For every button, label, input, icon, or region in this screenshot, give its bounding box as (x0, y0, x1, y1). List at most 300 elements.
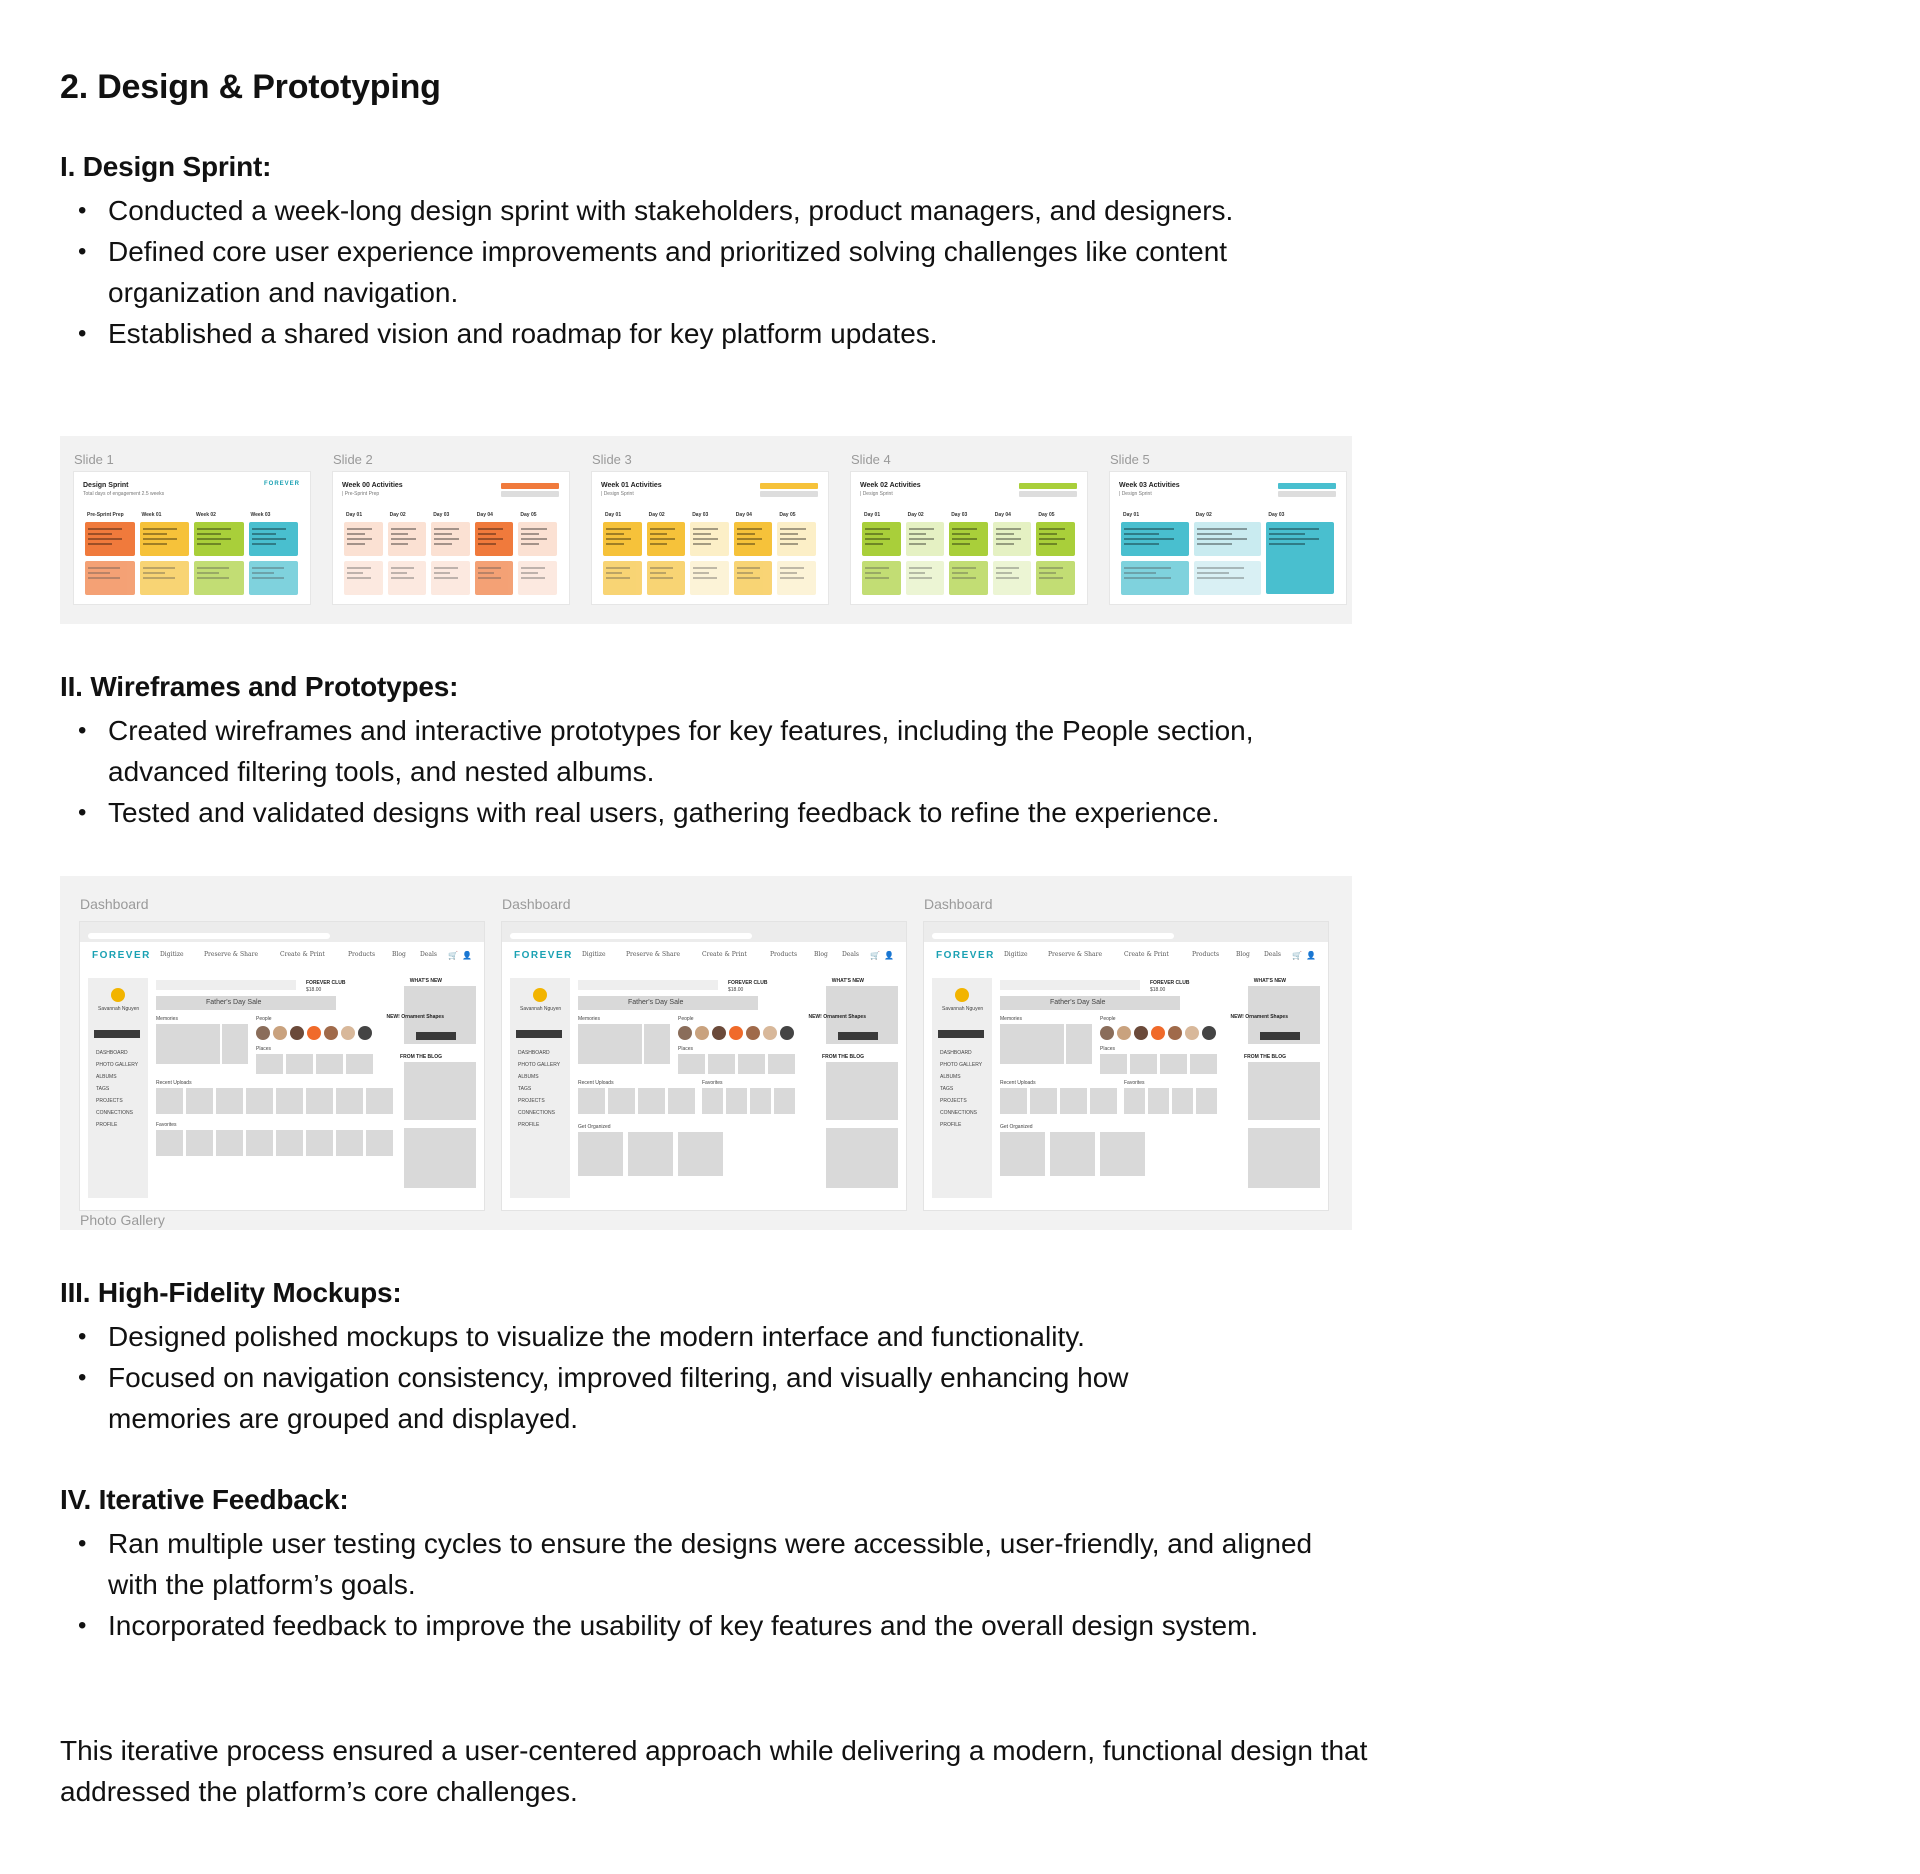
favorite-tile (774, 1088, 795, 1114)
person-avatar (273, 1026, 287, 1040)
legend-swatch (1019, 491, 1077, 497)
person-avatar (1117, 1026, 1131, 1040)
person-avatar (1168, 1026, 1182, 1040)
avatar (955, 988, 969, 1002)
note-text (865, 567, 889, 569)
slide-label: Slide 1 (74, 452, 114, 467)
note-text (1197, 543, 1232, 545)
nav-link: Products (348, 951, 376, 958)
note-text (143, 577, 175, 579)
sidebar-link: DASHBOARD (518, 1050, 550, 1056)
note-text (143, 567, 175, 569)
sidebar-link: PHOTO GALLERY (518, 1062, 561, 1068)
memories-tile (644, 1024, 670, 1064)
slide-subtitle: | Design Sprint (601, 491, 634, 497)
person-avatar (307, 1026, 321, 1040)
note-text (952, 543, 970, 545)
user-icon: 👤 (884, 951, 894, 960)
place-tile (1100, 1054, 1127, 1074)
note-text (197, 538, 231, 540)
note-text (693, 533, 711, 535)
note-text (865, 533, 883, 535)
wireframes-image (60, 876, 1352, 1230)
note-text (88, 533, 112, 535)
column-heading: Day 03 (951, 512, 968, 518)
column-heading: Pre-Sprint Prep (87, 512, 124, 518)
favorite-tile (186, 1130, 213, 1156)
favorite-tile (1124, 1088, 1145, 1114)
section-label-people: People (256, 1016, 272, 1022)
add-storage-button (516, 1030, 562, 1038)
sticky-note (777, 561, 816, 595)
sticky-note (734, 561, 773, 595)
column-heading: Week 03 (250, 512, 271, 518)
note-text (197, 572, 219, 574)
search-input (156, 980, 296, 990)
person-avatar (341, 1026, 355, 1040)
from-blog-label: FROM THE BLOG (400, 1054, 442, 1060)
place-tile (346, 1054, 373, 1074)
note-text (478, 538, 503, 540)
note-text (737, 567, 761, 569)
note-text (143, 528, 177, 530)
note-text (478, 572, 494, 574)
section-label-memories: Memories (156, 1016, 178, 1022)
slide-label: Slide 4 (851, 452, 891, 467)
upload-tile (186, 1088, 213, 1114)
section-heading-feedback: IV. Iterative Feedback: (60, 1484, 349, 1515)
sticky-note (906, 561, 945, 595)
person-avatar (763, 1026, 777, 1040)
note-text (650, 572, 666, 574)
slide-title: Week 03 Activities (1119, 482, 1180, 489)
cart-icon: 🛒 (1292, 951, 1302, 960)
nav-link: Create & Print (702, 951, 747, 958)
avatar (533, 988, 547, 1002)
note-text (478, 533, 496, 535)
note-text (909, 572, 925, 574)
user-icon: 👤 (462, 951, 472, 960)
note-text (1197, 528, 1247, 530)
nav-link: Products (770, 951, 798, 958)
nav-link: Deals (1264, 951, 1281, 958)
person-avatar (1185, 1026, 1199, 1040)
list-item: • Designed polished mockups to visualize the modern interface and functionality. (60, 1316, 1240, 1357)
note-text (650, 577, 674, 579)
section-label-people: People (1100, 1016, 1116, 1022)
note-text (434, 528, 459, 530)
sidebar-link: CONNECTIONS (518, 1110, 555, 1116)
note-text (252, 567, 284, 569)
nav-link: Preserve & Share (626, 951, 681, 958)
person-avatar (358, 1026, 372, 1040)
sidebar-link: PROJECTS (96, 1098, 123, 1104)
section-heading-wireframes: II. Wireframes and Prototypes: (60, 671, 459, 702)
note-text (952, 572, 968, 574)
note-text (478, 543, 496, 545)
from-blog-label: FROM THE BLOG (822, 1054, 864, 1060)
place-tile (678, 1054, 705, 1074)
slide-thumbnail (1110, 472, 1346, 604)
column-heading: Day 02 (1195, 512, 1212, 518)
sidebar (88, 978, 148, 1198)
forever-club-price: $18.00 (306, 987, 322, 993)
nav-link: Digitize (1004, 951, 1028, 958)
note-text (1197, 538, 1247, 540)
nav-link: Blog (1236, 951, 1250, 958)
wireframe-label: Dashboard (502, 896, 571, 912)
place-tile (286, 1054, 313, 1074)
forever-club-label: FOREVER CLUB (728, 980, 768, 986)
sidebar-link: TAGS (96, 1086, 110, 1092)
note-text (606, 533, 624, 535)
note-text (909, 567, 933, 569)
upload-tile (578, 1088, 605, 1114)
note-text (1039, 567, 1063, 569)
column-heading: Day 04 (735, 512, 752, 518)
sticky-note (140, 561, 190, 595)
sticky-note (431, 561, 470, 595)
note-text (197, 567, 229, 569)
favorite-tile (306, 1130, 333, 1156)
blog-card (404, 1128, 476, 1188)
person-avatar (1134, 1026, 1148, 1040)
place-tile (256, 1054, 283, 1074)
note-text (996, 528, 1021, 530)
place-tile (1190, 1054, 1217, 1074)
memories-tile (222, 1024, 248, 1064)
favorite-tile (1172, 1088, 1193, 1114)
promo-title: NEW! Ornament Shapes (386, 1014, 444, 1020)
sale-banner-text: Father's Day Sale (628, 999, 684, 1006)
legend-swatch (501, 483, 559, 489)
note-text (865, 543, 883, 545)
person-avatar (712, 1026, 726, 1040)
note-text (1039, 538, 1064, 540)
note-text (952, 528, 977, 530)
note-text (88, 543, 112, 545)
upload-tile (366, 1088, 393, 1114)
note-text (478, 528, 503, 530)
organize-tile (628, 1132, 673, 1176)
sidebar-link: CONNECTIONS (940, 1110, 977, 1116)
note-text (650, 528, 675, 530)
note-text (391, 543, 409, 545)
note-text (434, 572, 450, 574)
note-text (391, 572, 407, 574)
note-text (347, 567, 371, 569)
sidebar-link: PROFILE (940, 1122, 962, 1128)
sticky-note (475, 561, 514, 595)
section-label-places: Places (678, 1046, 694, 1052)
upload-tile (1090, 1088, 1117, 1114)
sidebar-user-name: Savannah Nguyen (942, 1006, 984, 1012)
page-title: 2. Design & Prototyping (60, 68, 441, 106)
sprint-slides-image (60, 436, 1352, 624)
section-label-places: Places (256, 1046, 272, 1052)
slide-thumbnail (592, 472, 828, 604)
note-text (780, 538, 805, 540)
note-text (391, 567, 415, 569)
place-tile (316, 1054, 343, 1074)
note-text (88, 577, 120, 579)
note-text (347, 528, 372, 530)
note-text (391, 577, 415, 579)
section-label-get-organized: Get Organized (1000, 1124, 1033, 1130)
note-text (434, 577, 458, 579)
person-avatar (1151, 1026, 1165, 1040)
note-text (434, 538, 459, 540)
note-text (693, 572, 709, 574)
memories-tile (1000, 1024, 1064, 1064)
blog-card (826, 1128, 898, 1188)
note-text (1039, 572, 1055, 574)
mockups-list (60, 1316, 1240, 1439)
note-text (521, 533, 539, 535)
note-text (347, 572, 363, 574)
sticky-note (344, 561, 383, 595)
favorite-tile (366, 1130, 393, 1156)
forever-club-label: FOREVER CLUB (1150, 980, 1190, 986)
note-text (606, 528, 631, 530)
sticky-note (1036, 561, 1075, 595)
note-text (1039, 533, 1057, 535)
sticky-note (194, 522, 244, 556)
note-text (1269, 538, 1319, 540)
nav-link: Preserve & Share (204, 951, 259, 958)
note-text (780, 543, 798, 545)
person-avatar (324, 1026, 338, 1040)
sticky-note (603, 522, 642, 556)
sidebar (932, 978, 992, 1198)
nav-link: Digitize (582, 951, 606, 958)
sticky-note (249, 522, 299, 556)
forever-logo: FOREVER (263, 481, 300, 487)
column-heading: Day 01 (346, 512, 363, 518)
note-text (996, 538, 1021, 540)
sticky-note (431, 522, 470, 556)
legend-swatch (1278, 483, 1336, 489)
person-avatar (1100, 1026, 1114, 1040)
forever-club-label: FOREVER CLUB (306, 980, 346, 986)
sticky-note (475, 522, 514, 556)
column-heading: Day 05 (520, 512, 537, 518)
nav-link: Products (1192, 951, 1220, 958)
note-text (88, 567, 120, 569)
note-text (1197, 567, 1244, 569)
slide-subtitle: | Design Sprint (1119, 491, 1152, 497)
browser-url-bar (510, 933, 752, 939)
upload-tile (608, 1088, 635, 1114)
browser-url-bar (88, 933, 330, 939)
list-item: • Established a shared vision and roadmap for key platform updates. (60, 313, 1240, 354)
memories-tile (578, 1024, 642, 1064)
column-heading: Day 01 (605, 512, 622, 518)
note-text (996, 543, 1014, 545)
nav-link: Deals (420, 951, 437, 958)
forever-logo: FOREVER (92, 950, 151, 961)
organize-tile (678, 1132, 723, 1176)
upload-tile (1030, 1088, 1057, 1114)
upload-tile (336, 1088, 363, 1114)
column-heading: Day 04 (476, 512, 493, 518)
note-text (606, 538, 631, 540)
column-heading: Day 02 (389, 512, 406, 518)
note-text (606, 567, 630, 569)
note-text (650, 543, 668, 545)
sticky-note (1036, 522, 1075, 556)
search-input (1000, 980, 1140, 990)
browser-chrome (80, 922, 484, 942)
note-text (434, 533, 452, 535)
note-text (1197, 572, 1229, 574)
note-text (1269, 533, 1304, 535)
nav-link: Preserve & Share (1048, 951, 1103, 958)
slide-subtitle: | Design Sprint (860, 491, 893, 497)
sticky-note (647, 522, 686, 556)
sidebar-user-name: Savannah Nguyen (98, 1006, 140, 1012)
sale-banner-text: Father's Day Sale (206, 999, 262, 1006)
note-text (252, 538, 286, 540)
column-heading: Day 03 (433, 512, 450, 518)
note-text (1039, 577, 1063, 579)
list-item: • Ran multiple user testing cycles to ensure the designs were accessible, user-friendly, and aligned with the platform’s goals. (60, 1523, 1360, 1605)
sticky-note (862, 561, 901, 595)
favorite-tile (246, 1130, 273, 1156)
sticky-note (1266, 522, 1334, 594)
note-text (521, 572, 537, 574)
user-icon: 👤 (1306, 951, 1316, 960)
favorite-tile (750, 1088, 771, 1114)
blog-card (826, 1062, 898, 1120)
blog-card (404, 1062, 476, 1120)
note-text (737, 538, 762, 540)
column-heading: Day 03 (692, 512, 709, 518)
note-text (693, 528, 718, 530)
note-text (606, 543, 624, 545)
note-text (391, 528, 416, 530)
note-text (693, 538, 718, 540)
note-text (650, 567, 674, 569)
nav-link: Digitize (160, 951, 184, 958)
sticky-note (1121, 561, 1189, 595)
note-text (434, 543, 452, 545)
section-label-favorites: Favorites (702, 1080, 723, 1086)
note-text (143, 572, 165, 574)
note-text (1039, 543, 1057, 545)
column-heading: Week 01 (141, 512, 162, 518)
person-avatar (729, 1026, 743, 1040)
note-text (347, 533, 365, 535)
sticky-note (85, 522, 135, 556)
column-heading: Day 01 (864, 512, 881, 518)
note-text (1039, 528, 1064, 530)
section-label-places: Places (1100, 1046, 1116, 1052)
memories-tile (1066, 1024, 1092, 1064)
cart-icon: 🛒 (448, 951, 458, 960)
whats-new-label: WHAT'S NEW (1253, 978, 1286, 984)
note-text (650, 533, 668, 535)
slide-label: Slide 2 (333, 452, 373, 467)
note-text (952, 533, 970, 535)
legend-swatch (760, 491, 818, 497)
note-text (909, 577, 933, 579)
wireframe-label: Dashboard (80, 896, 149, 912)
section-heading-mockups: III. High-Fidelity Mockups: (60, 1277, 402, 1308)
list-item: • Incorporated feedback to improve the usability of key features and the overall design system. (60, 1605, 1360, 1646)
browser-chrome (502, 922, 906, 942)
wireframe-dashboard (502, 922, 906, 1210)
note-text (909, 528, 934, 530)
slide-subtitle: Total days of engagement 2.5 weeks (83, 491, 165, 497)
sticky-note (862, 522, 901, 556)
whats-new-label: WHAT'S NEW (409, 978, 442, 984)
note-text (606, 572, 622, 574)
sticky-note (734, 522, 773, 556)
section-heading-design-sprint: I. Design Sprint: (60, 151, 272, 182)
place-tile (1130, 1054, 1157, 1074)
note-text (391, 538, 416, 540)
search-input (578, 980, 718, 990)
sticky-note (518, 522, 557, 556)
column-heading: Day 03 (1268, 512, 1285, 518)
note-text (1124, 567, 1171, 569)
legend-swatch (501, 491, 559, 497)
add-storage-button (94, 1030, 140, 1038)
avatar (111, 988, 125, 1002)
sticky-note (344, 522, 383, 556)
note-text (865, 577, 889, 579)
person-avatar (746, 1026, 760, 1040)
note-text (1269, 543, 1304, 545)
sticky-note (194, 561, 244, 595)
slide-thumbnail (851, 472, 1087, 604)
note-text (1197, 577, 1244, 579)
note-text (650, 538, 675, 540)
note-text (88, 572, 110, 574)
note-text (909, 538, 934, 540)
sticky-note (388, 561, 427, 595)
note-text (434, 567, 458, 569)
person-avatar (678, 1026, 692, 1040)
note-text (780, 528, 805, 530)
sidebar-user-name: Savannah Nguyen (520, 1006, 562, 1012)
learn-more-button (1260, 1032, 1300, 1040)
note-text (780, 567, 804, 569)
conclusion-paragraph: This iterative process ensured a user-centered approach while delivering a modern, functional design that addressed the platform’s core challenges. (60, 1735, 1368, 1807)
column-heading: Day 01 (1123, 512, 1140, 518)
upload-tile (216, 1088, 243, 1114)
list-item: • Conducted a week-long design sprint with stakeholders, product managers, and designers. (60, 190, 1240, 231)
organize-tile (578, 1132, 623, 1176)
note-text (252, 572, 274, 574)
note-text (737, 572, 753, 574)
note-text (737, 533, 755, 535)
sidebar-link: TAGS (518, 1086, 532, 1092)
note-text (1269, 528, 1319, 530)
place-tile (1160, 1054, 1187, 1074)
upload-tile (638, 1088, 665, 1114)
note-text (780, 572, 796, 574)
note-text (252, 577, 284, 579)
slide-title: Design Sprint (83, 482, 129, 489)
promo-title: NEW! Ornament Shapes (808, 1014, 866, 1020)
sticky-note (249, 561, 299, 595)
upload-tile (668, 1088, 695, 1114)
note-text (478, 567, 502, 569)
note-text (521, 538, 546, 540)
slide-title: Week 02 Activities (860, 482, 921, 489)
